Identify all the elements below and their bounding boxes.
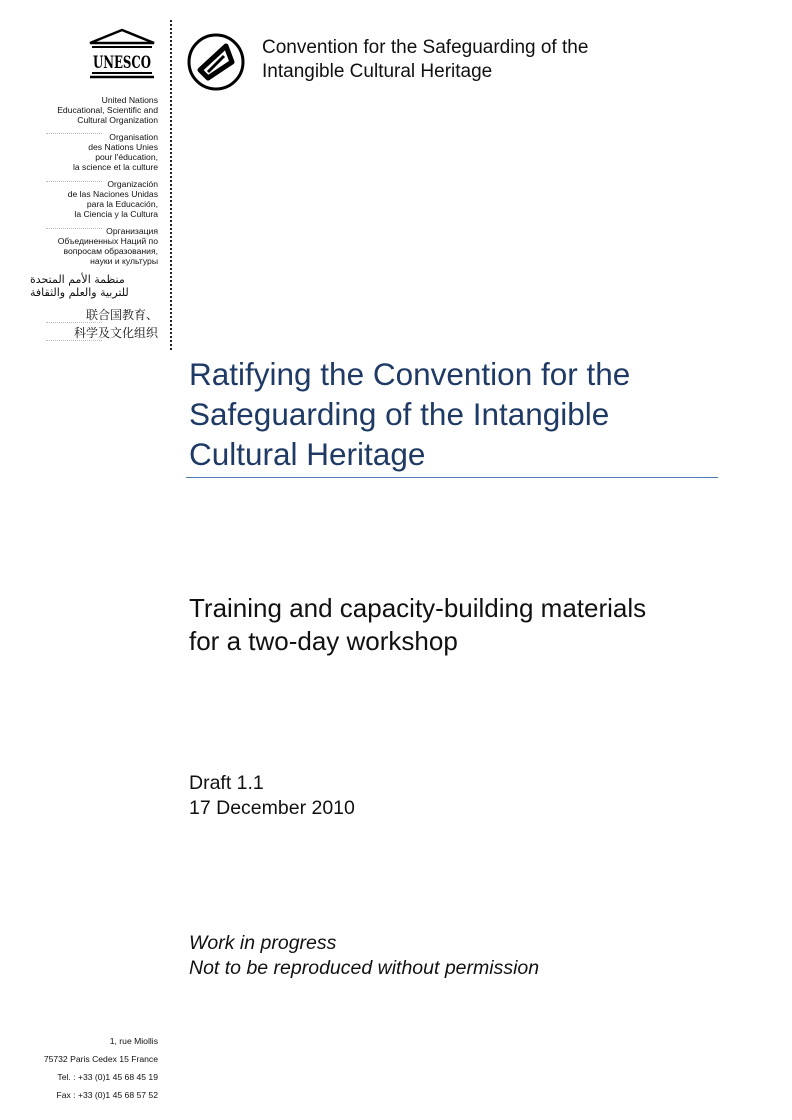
org-name-french: Organisation des Nations Unies pour l'éducation, la science et la culture [72,132,158,172]
org-name-russian: Организация Объединенных Наций по вопросам образования, науки и культуры [57,226,158,266]
org-name-spanish: Organización de las Naciones Unidas para la Educación, la Ciencia y la Cultura [67,179,158,219]
vertical-dotted-separator [170,20,172,350]
draft-date: 17 December 2010 [189,797,355,819]
document-subtitle: Training and capacity-building materials for a two-day workshop [189,593,647,656]
address-tel: Tel. : +33 (0)1 45 68 45 19 [57,1072,158,1082]
draft-version: Draft 1.1 [189,772,264,794]
address-fax: Fax : +33 (0)1 45 68 57 52 [56,1090,158,1100]
draft-info [189,771,355,821]
org-name-arabic: منظمة الأمم المتحدة للتربية والعلم والثقافة [30,273,129,299]
org-name-english: United Nations Educational, Scientific and Cultural Organization [57,95,158,125]
unesco-address [20,1032,158,1104]
org-name-chinese: 联合国教育、 科学及文化组织 [73,308,158,340]
unesco-logo [88,28,156,80]
intangible-heritage-emblem-icon [186,32,246,92]
address-city: 75732 Paris Cedex 15 France [43,1054,158,1064]
unesco-logo-text: UNESCO [93,53,152,73]
address-street: 1, rue Miollis [109,1036,158,1046]
reproduction-notice: Work in progress Not to be reproduced without permission [189,932,540,979]
convention-header-title: Convention for the Safeguarding of the Intangible Cultural Heritage [262,37,589,82]
document-title: Ratifying the Convention for the Safeguarding of the Intangible Cultural Heritage [189,356,631,472]
title-underline [186,477,718,478]
organization-names [30,95,158,349]
